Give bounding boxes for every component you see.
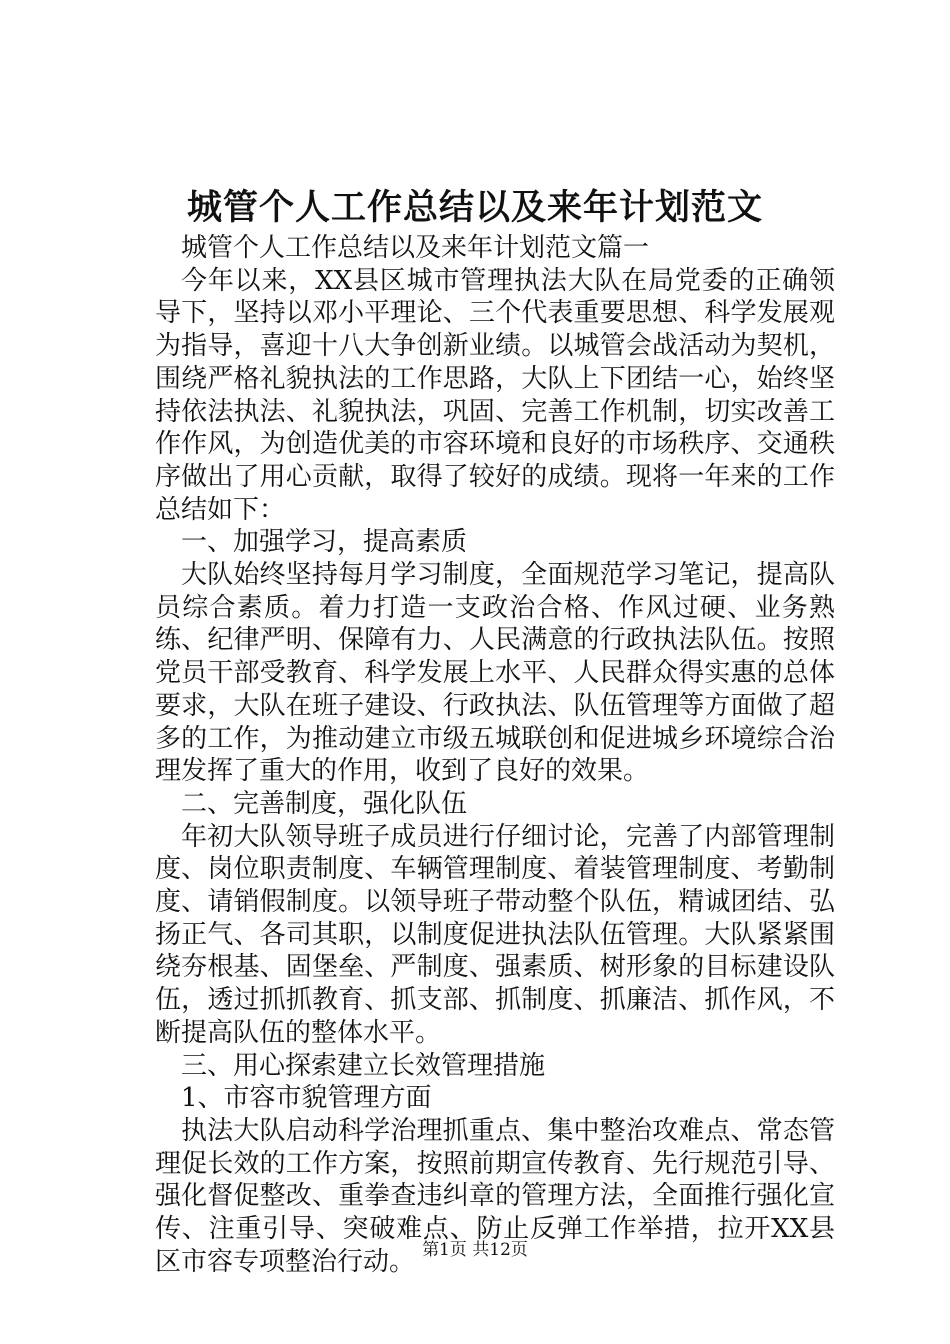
body-paragraph: 今年以来，XX县区城市管理执法大队在局党委的正确领导下，坚持以邓小平理论、三个代表重要思想、科学发展观为指导，喜迎十八大争创新业绩。以城管会战活动为契机，围绕严格礼貌执法的工作思路，大队上下团结一心，始终坚持依法执法、礼貌执法，巩固、完善工作机制，切实改善工作作风，为创造优美的市容环境和良好的市场秩序、交通秩序做出了用心贡献，取得了较好的成绩。现将一年来的工作总结如下：	[155, 265, 835, 525]
document-body	[155, 232, 835, 1279]
document-title: 城管个人工作总结以及来年计划范文	[186, 187, 763, 228]
body-paragraph: 年初大队领导班子成员进行仔细讨论，完善了内部管理制度、岗位职责制度、车辆管理制度、着装管理制度、考勤制度、请销假制度。以领导班子带动整个队伍，精诚团结、弘扬正气、各司其职，以制度促进执法队伍管理。大队紧紧围绕夯根基、固堡垒、严制度、强素质、树形象的目标建设队伍，透过抓抓教育、抓支部、抓制度、抓廉洁、抓作风，不断提高队伍的整体水平。	[155, 821, 835, 1048]
body-paragraph: 大队始终坚持每月学习制度，全面规范学习笔记，提高队员综合素质。着力打造一支政治合格、作风过硬、业务熟练、纪律严明、保障有力、人民满意的行政执法队伍。按照党员干部受教育、科学发展上水平、人民群众得实惠的总体要求，大队在班子建设、行政执法、队伍管理等方面做了超多的工作，为推动建立市级五城联创和促进城乡环境综合治理发挥了重大的作用，收到了良好的效果。	[155, 560, 835, 787]
body-paragraph: 执法大队启动科学治理抓重点、集中整治攻难点、常态管理促长效的工作方案，按照前期宣传教育、先行规范引导、强化督促整改、重拳查违纠章的管理方法，全面推行强化宣传、注重引导、突破难点、防止反弹工作举措，拉开XX县区市容专项整治行动。	[155, 1115, 835, 1277]
section-heading: 二、完善制度，强化队伍	[181, 788, 468, 819]
section-heading: 城管个人工作总结以及来年计划范文篇一	[181, 233, 650, 263]
section-heading: 三、用心探索建立长效管理措施	[181, 1050, 546, 1081]
subsection-heading: 1、市容市貌管理方面	[181, 1083, 432, 1114]
page-footer: 第1页 共12页	[422, 1240, 528, 1260]
section-heading: 一、加强学习，提高素质	[181, 527, 468, 558]
